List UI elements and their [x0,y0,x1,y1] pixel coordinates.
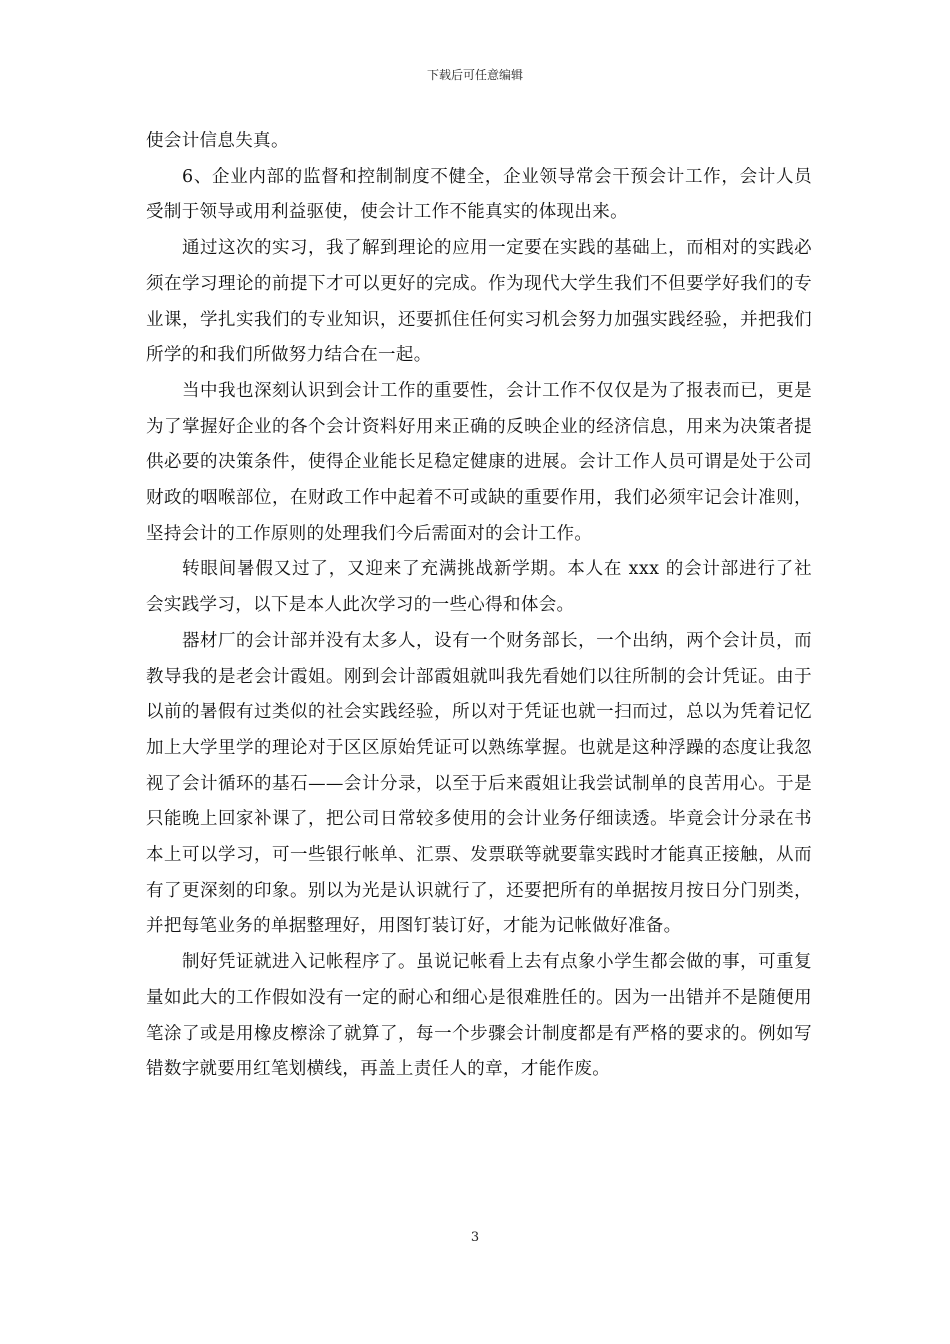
paragraph: 制好凭证就进入记帐程序了。虽说记帐看上去有点象小学生都会做的事，可重复量如此大的工作假如没有一定的耐心和细心是很难胜任的。因为一出错并不是随便用笔涂了或是用橡皮檫涂了就算了，每一个步骤会计制度都是有严格的要求的。例如写错数字就要用红笔划横线，再盖上责任人的章，才能作废。 [146,952,812,1080]
paragraph: 6、企业内部的监督和控制制度不健全，企业领导常会干预会计工作，会计人员受制于领导或用利益驱使，使会计工作不能真实的体现出来。 [146,166,812,223]
page-header: 下载后可任意编辑 [426,68,523,82]
paragraph: 器材厂的会计部并没有太多人，设有一个财务部长，一个出纳，两个会计员，而教导我的是老会计霞姐。刚到会计部霞姐就叫我先看她们以往所制的会计凭证。由于以前的暑假有过类似的社会实践经验，所以对于凭证也就一扫而过，总以为凭着记忆加上大学里学的理论对于区区原始凭证可以熟练掌握。也就是这种浮躁的态度让我忽视了会计循环的基石——会计分录，以至于后来霞姐让我尝试制单的良苦用心。于是只能晚上回家补课了，把公司日常较多使用的会计业务仔细读透。毕竟会计分录在书本上可以学习，可一些银行帐单、汇票、发票联等就要靠实践时才能真正接触，从而有了更深刻的印象。别以为光是认识就行了，还要把所有的单据按月按日分门别类，并把每笔业务的单据整理好，用图钉装订好，才能为记帐做好准备。 [146,630,812,937]
paragraph: 转眼间暑假又过了，又迎来了充满挑战新学期。本人在 xxx 的会计部进行了社会实践学习，以下是本人此次学习的一些心得和体会。 [146,559,812,616]
page-number: 3 [470,1230,480,1245]
document-body [146,124,812,1088]
paragraph: 使会计信息失真。 [146,131,289,151]
paragraph: 当中我也深刻认识到会计工作的重要性，会计工作不仅仅是为了报表而已，更是为了掌握好企业的各个会计资料好用来正确的反映企业的经济信息，用来为决策者提供必要的决策条件，使得企业能长足稳定健康的进展。会计工作人员可谓是处于公司财政的咽喉部位，在财政工作中起着不可或缺的重要作用，我们必须牢记会计准则，坚持会计的工作原则的处理我们今后需面对的会计工作。 [146,380,812,544]
paragraph: 通过这次的实习，我了解到理论的应用一定要在实践的基础上，而相对的实践必须在学习理论的前提下才可以更好的完成。作为现代大学生我们不但要学好我们的专业课，学扎实我们的专业知识，还要抓住任何实习机会努力加强实践经验，并把我们所学的和我们所做努力结合在一起。 [146,238,812,366]
